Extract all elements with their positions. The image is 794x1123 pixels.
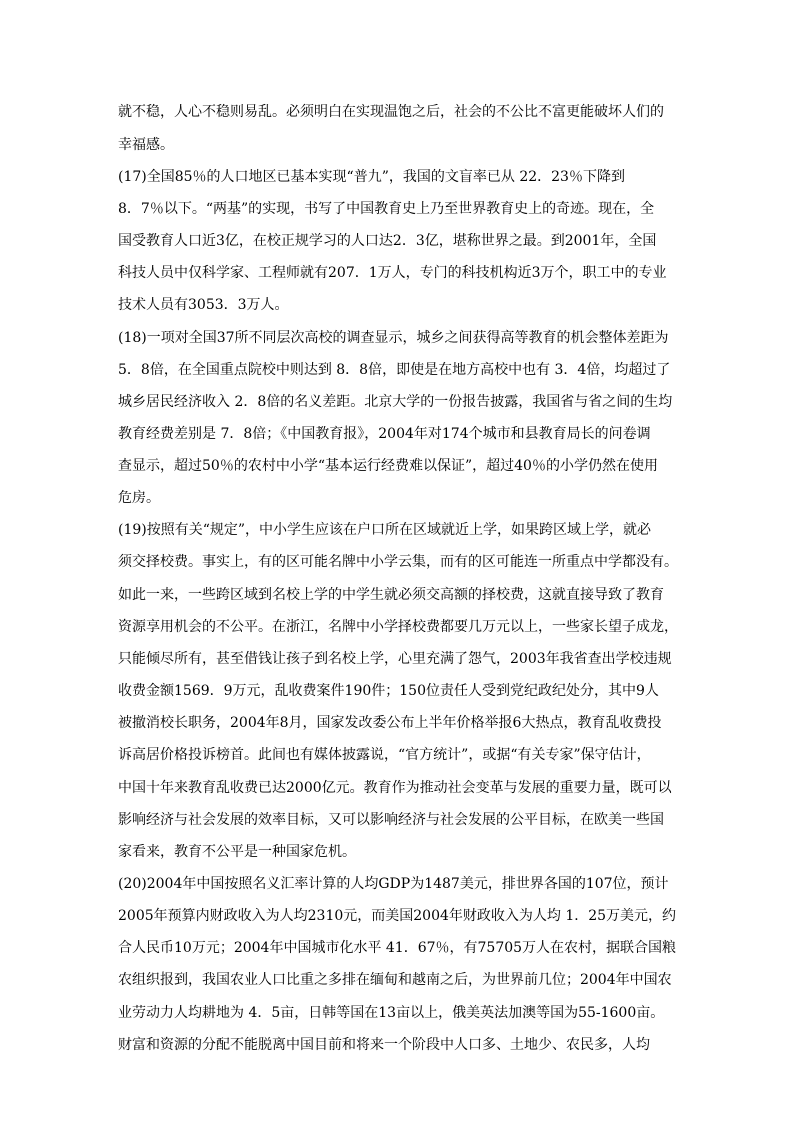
text-line: 8．7％以下。“两基”的实现，书写了中国教育史上乃至世界教育史上的奇迹。现在，全 (118, 201, 655, 217)
paragraph-18-start: (18)一项对全国37所不同层次高校的调查显示，城乡之间获得高等教育的机会整体差距为 (118, 330, 669, 346)
text-line: 2005年预算内财政收入为人均2310元，而美国2004年财政收入为人均 1．25万美元，约 (118, 908, 677, 924)
text-line: 国受教育人口近3亿，在校正规学习的人口达2．3亿，堪称世界之最。到2001年，全国 (118, 233, 657, 249)
text-line: 家看来，教育不公平是一种国家危机。 (118, 844, 356, 860)
paragraph-17-start: (17)全国85％的人口地区已基本实现“普九”，我国的文盲率已从 22．23％下降到 (118, 169, 625, 185)
text-line: 幸福感。 (118, 137, 174, 153)
text-line: 诉高居价格投诉榜首。此间也有媒体披露说，“官方统计”，或据“有关专家”保守估计， (118, 747, 651, 763)
text-line: 中国十年来教育乱收费已达2000亿元。教育作为推动社会变革与发展的重要力量，既可以 (118, 780, 672, 796)
text-line: 就不稳，人心不稳则易乱。必须明白在实现温饱之后，社会的不公比不富更能破坏人们的 (118, 104, 664, 120)
paragraph-19-start: (19)按照有关“规定”，中小学生应该在户口所在区域就近上学，如果跨区域上学，就必 (118, 522, 652, 538)
text-line: 业劳动力人均耕地为 4．5亩，日韩等国在13亩以上，俄美英法加澳等国为55-1600亩。 (118, 1005, 665, 1021)
text-line: 被撤消校长职务，2004年8月，国家发改委公布上半年价格举报6大热点，教育乱收费投 (118, 715, 662, 731)
text-line: 农组织报到，我国农业人口比重之多排在缅甸和越南之后，为世界前几位；2004年中国农 (118, 972, 672, 988)
text-line: 如此一来，一些跨区域到名校上学的中学生就必须交高额的择校费，这就直接导致了教育 (118, 587, 664, 603)
text-line: 科技人员中仅科学家、工程师就有207．1万人，专门的科技机构近3万个，职工中的专业 (118, 265, 667, 281)
text-line: 影响经济与社会发展的效率目标，又可以影响经济与社会发展的公平目标，在欧美一些国 (118, 812, 664, 828)
text-line: 危房。 (118, 490, 160, 506)
text-line: 教育经费差别是 7．8倍；《中国教育报》，2004年对174个城市和县教育局长的问卷调 (118, 426, 651, 442)
text-line: 查显示，超过50％的农村中小学“基本运行经费难以保证”，超过40％的小学仍然在使用 (118, 458, 658, 474)
text-line: 技术人员有3053．3万人。 (118, 297, 289, 313)
text-line: 财富和资源的分配不能脱离中国目前和将来一个阶段中人口多、土地少、农民多，人均 (118, 1037, 650, 1053)
text-line: 合人民币10万元；2004年中国城市化水平 41．67％，有75705万人在农村，据联合国粮 (118, 940, 677, 956)
text-line: 资源享用机会的不公平。在浙江，名牌中小学择校费都要几万元以上，一些家长望子成龙， (118, 619, 678, 635)
text-line: 收费金额1569．9万元，乱收费案件190件；150位责任人受到党纪政纪处分，其中9人 (118, 683, 659, 699)
text-line: 城乡居民经济收入 2．8倍的名义差距。北京大学的一份报告披露，我国省与省之间的生均 (118, 394, 673, 410)
paragraph-20-start: (20)2004年中国按照名义汇率计算的人均GDP为1487美元，排世界各国的107位，预计 (118, 876, 669, 892)
text-line: 5．8倍，在全国重点院校中则达到 8．8倍，即使是在地方高校中也有 3．4倍，均超过了 (118, 362, 671, 378)
text-line: 只能倾尽所有，甚至借钱让孩子到名校上学，心里充满了怨气，2003年我省查出学校违规 (118, 651, 672, 667)
text-line: 须交择校费。事实上，有的区可能名牌中小学云集，而有的区可能连一所重点中学都没有。 (118, 554, 678, 570)
